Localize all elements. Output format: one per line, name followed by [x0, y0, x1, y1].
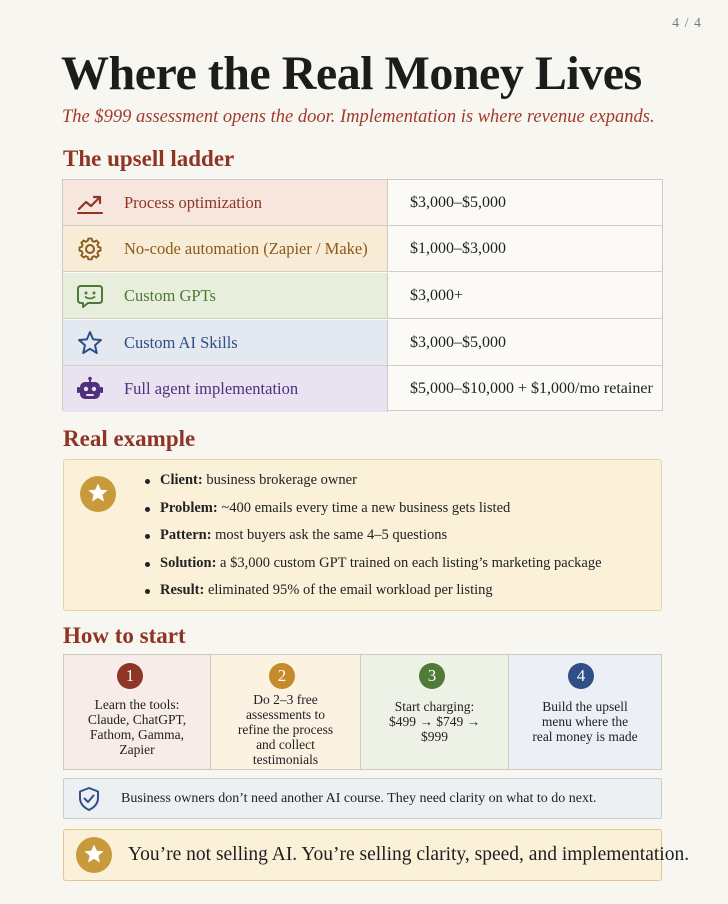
step-text: Learn the tools: Claude, ChatGPT, Fathom, Gamma, Zapier [87, 697, 187, 757]
page-number: 4 / 4 [672, 16, 702, 31]
ladder-price: $3,000+ [410, 287, 464, 304]
real-example-box [63, 459, 662, 611]
ladder-row [63, 273, 662, 319]
star-badge-icon [80, 476, 116, 512]
ladder-service-label: Custom GPTs [124, 286, 216, 305]
page-subtitle: The $999 assessment opens the door. Implementation is where revenue expands. [62, 107, 655, 127]
page-title: Where the Real Money Lives [61, 47, 642, 100]
shield-check-icon [77, 786, 101, 812]
ladder-price: $1,000–$3,000 [410, 240, 506, 257]
ladder-row [63, 180, 662, 226]
real-example-heading: Real example [63, 426, 196, 451]
list-item: Result: eliminated 95% of the email workload per listing [145, 582, 602, 610]
ladder-service-label: Custom AI Skills [124, 333, 238, 352]
ladder-service-label: No-code automation (Zapier / Make) [124, 239, 368, 258]
step-card [361, 655, 509, 769]
banner-text: You’re not selling AI. You’re selling clarity, speed, and implementation. [128, 844, 690, 865]
upsell-ladder-heading: The upsell ladder [63, 146, 235, 171]
ladder-row [63, 226, 662, 272]
upsell-ladder-table [62, 179, 663, 411]
step-card [509, 655, 661, 769]
trend-up-icon [76, 190, 104, 216]
ladder-row [63, 320, 662, 366]
ladder-row [63, 366, 662, 412]
ladder-price: $3,000–$5,000 [410, 334, 506, 351]
star-badge-icon [76, 837, 112, 873]
ladder-service-cell [63, 180, 388, 225]
step-text: Do 2–3 free assessments to refine the process and collect testimonials [237, 692, 334, 767]
step-number: 2 [269, 663, 295, 689]
clarity-note [63, 778, 662, 819]
gear-icon [76, 236, 104, 262]
chat-bot-icon [76, 283, 104, 309]
step-card [64, 655, 211, 769]
list-item: Client: business brokerage owner [145, 472, 602, 500]
step-number: 4 [568, 663, 594, 689]
how-to-start-heading: How to start [63, 623, 186, 648]
how-to-start-steps [63, 654, 662, 770]
closing-banner [63, 829, 690, 881]
list-item: Solution: a $3,000 custom GPT trained on each listing’s marketing package [145, 555, 602, 583]
step-number: 1 [117, 663, 143, 689]
note-text: Business owners don’t need another AI course. They need clarity on what to do next. [121, 791, 597, 806]
ladder-service-label: Full agent implementation [124, 379, 299, 398]
step-card [211, 655, 361, 769]
ladder-service-label: Process optimization [124, 193, 262, 212]
ladder-price: $3,000–$5,000 [410, 194, 506, 211]
ladder-price: $5,000–$10,000 + $1,000/mo retainer [410, 380, 653, 397]
step-text: Start charging: $499 → $749 → $999 [388, 699, 481, 744]
ladder-service-cell [63, 366, 388, 412]
example-list [145, 472, 602, 610]
list-item: Pattern: most buyers ask the same 4–5 questions [145, 527, 602, 555]
step-number: 3 [419, 663, 445, 689]
ladder-service-cell [63, 273, 388, 318]
star-outline-icon [76, 330, 104, 356]
ladder-service-cell [63, 320, 388, 365]
robot-icon [76, 376, 104, 402]
ladder-service-cell [63, 226, 388, 271]
step-text: Build the upsell menu where the real money is made [532, 699, 638, 744]
list-item: Problem: ~400 emails every time a new business gets listed [145, 500, 602, 528]
